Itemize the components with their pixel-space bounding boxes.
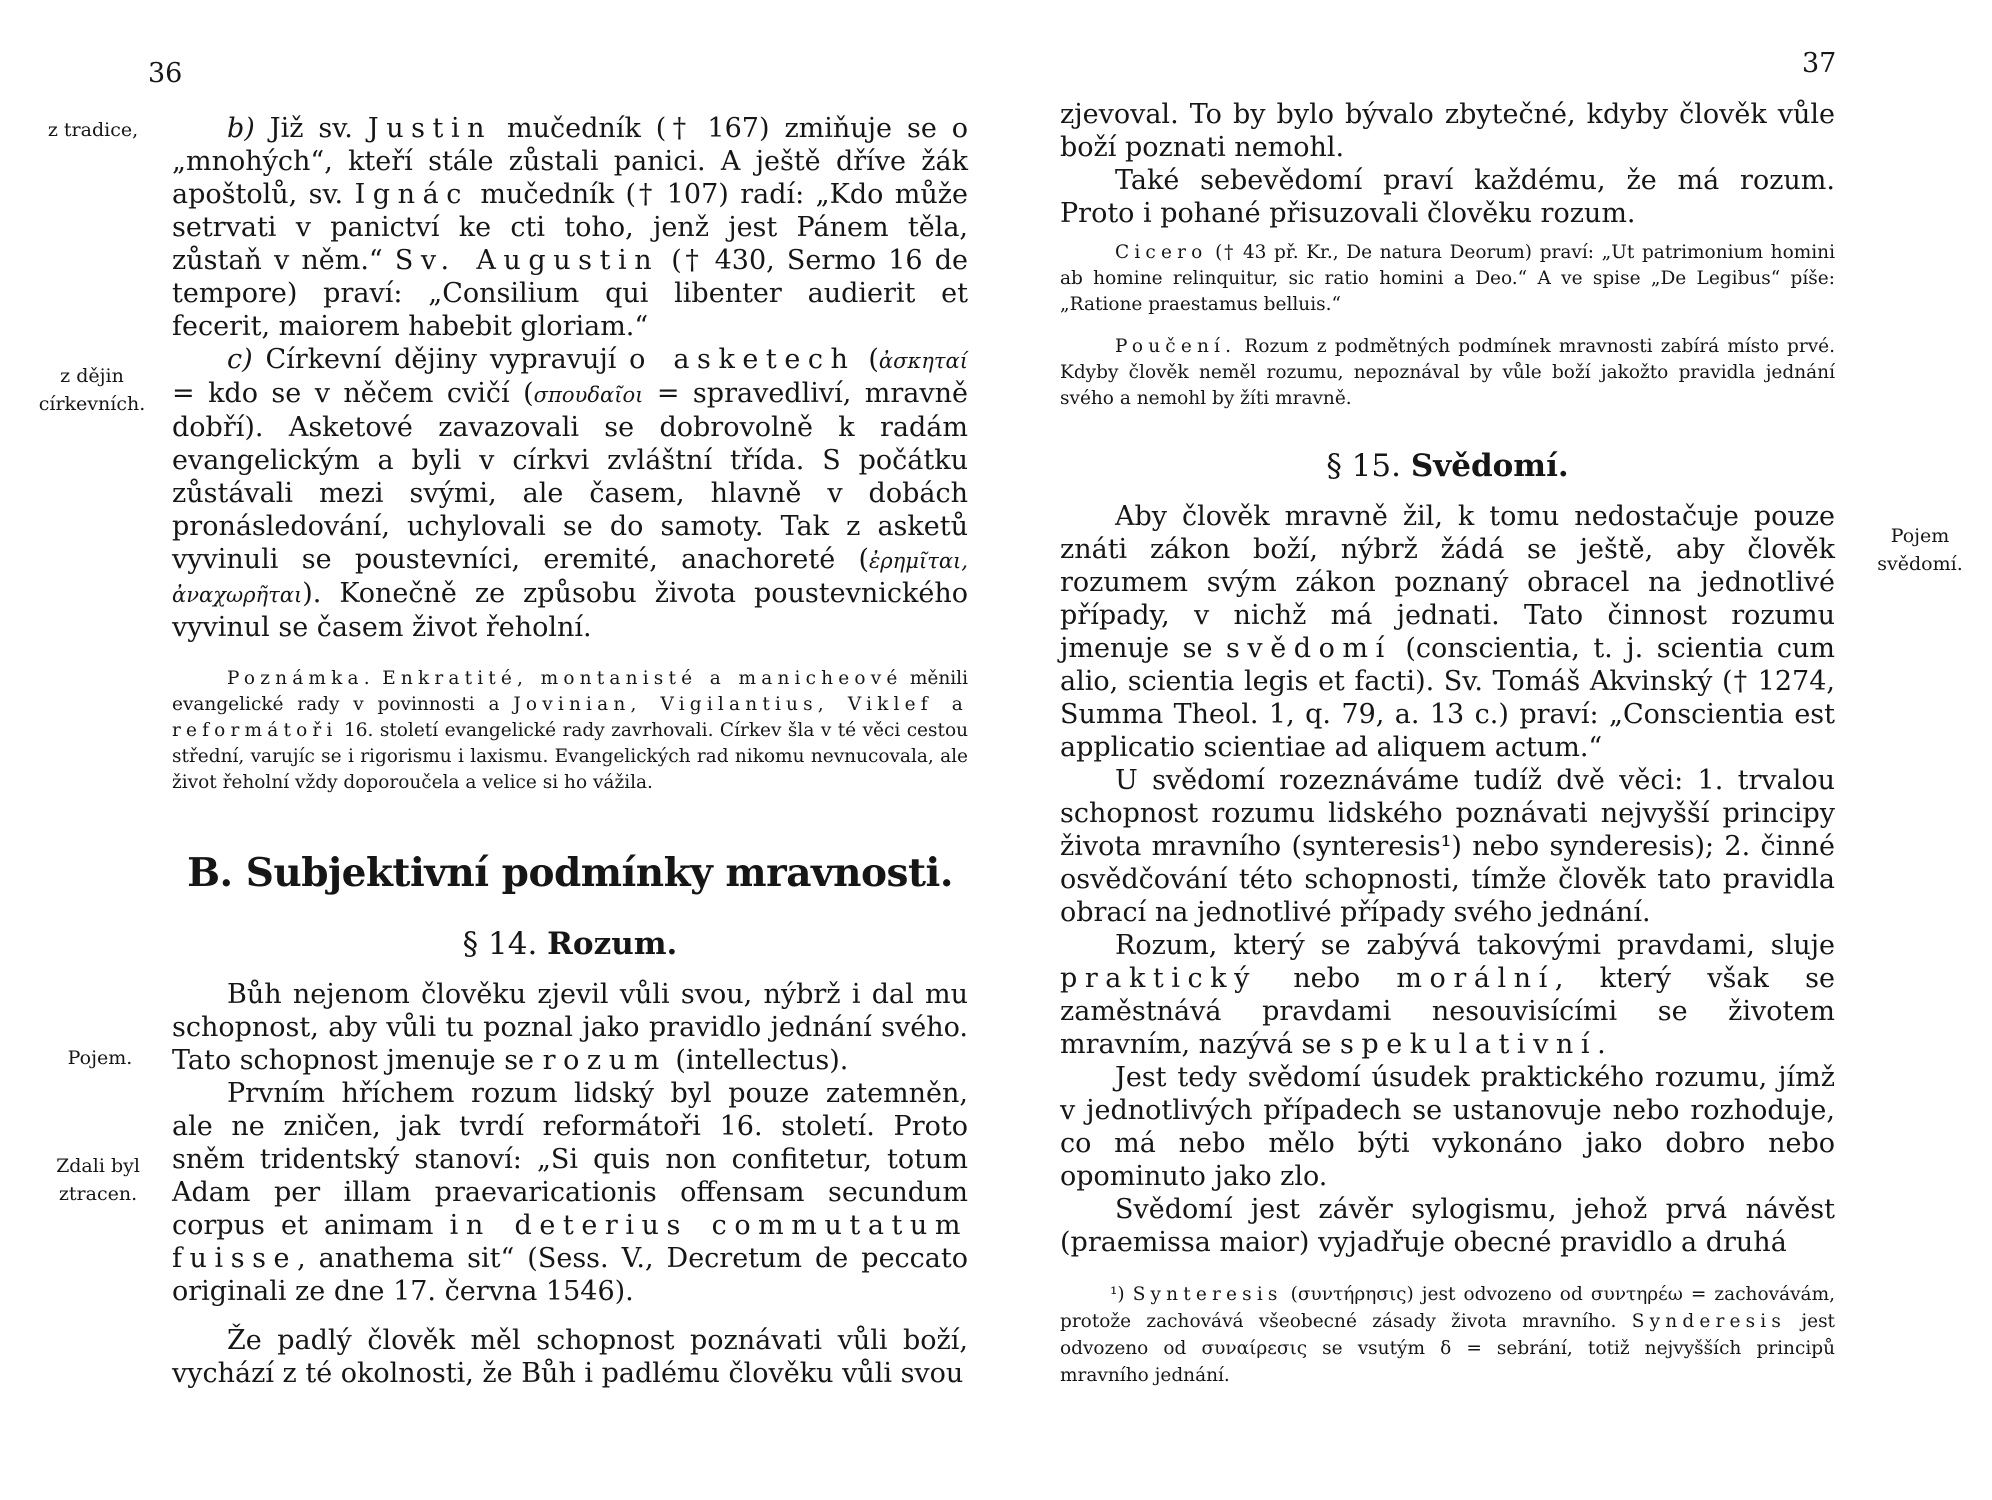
paragraph-continued: zjevoval. To by bylo bývalo zbytečné, kdyby člověk vůle boží poznati nemohl. [1060,99,1835,163]
right-page [1000,0,1992,1500]
margin-note-zdali: Zdali byl ztracen. [56,1155,140,1205]
margin-note-pojem-svedomi: Pojem svědomí. [1877,525,1963,575]
paragraph-svedomi-4: Jest tedy svědomí úsudek praktického rozumu, jímž v jednotlivých případech se ustanovuje nebo rozhoduje, co má nebo mělo býti vykonáno jako dobro nebo opominuto jako zlo. [1060,1062,1835,1192]
left-text-column [172,112,968,1390]
paragraph-rozum-3: Že padlý člověk měl schopnost poznávati vůli boží, vychází z té okolnosti, že Bůh i padlému člověku vůli svou [172,1325,968,1389]
right-text-column [1060,98,1835,1389]
paragraph-svedomi-1: Aby člověk mravně žil, k tomu nedostačuje pouze znáti zákon boží, nýbrž žádá se ještě, aby člověk rozumem svým zákon poznaný obracel na jednotlivé případy, v nichž má jednati. Tato činnost rozumu jmenuje se svědomí (conscientia, t. j. scientia cum alio, scientia legis et facti). Sv. Tomáš Akvinský († 1274, Summa Theol. 1, q. 79, a. 13 c.) praví: „Conscientia est applicatio scientiae ad aliquem actum.“ [1060,501,1835,763]
paragraph-rozum-2: Prvním hříchem rozum lidský byl pouze zatemněn, ale ne zničen, jak tvrdí reformátoři 16. století. Proto sněm tridentský stanoví: „Si quis non confitetur, totum Adam per illam praevaricationis offensam secundum corpus et animam in deterius commutatum fuisse, anathema sit“ (Sess. V., Decretum de peccato originali ze dne 17. června 1546). [172,1078,969,1307]
paragraph-svedomi-2: U svědomí rozeznáváme tudíž dvě věci: 1. trvalou schopnost rozumu lidského poznávati nejvyšší principy života mravního (synteresis¹) nebo synderesis); 2. činné osvědčování této schopnosti, tímže člověk tato pravidla obrací na jednotlivé případy svého jednání. [1060,765,1835,928]
section-heading-14: § 14. Rozum. [462,926,678,962]
margin-note-pojem: Pojem. [67,1047,133,1069]
part-heading: B. Subjektivní podmínky mravnosti. [187,850,953,896]
paragraph-sebevedomi: Také sebevědomí praví každému, že má rozum. Proto i pohané přisuzovali člověku rozum. [1060,165,1835,229]
left-page [0,0,990,1500]
section-heading-15: § 15. Svědomí. [1326,448,1569,484]
margin-note-dejin: z dějin církevních. [38,365,146,415]
page-number-right: 37 [1802,48,1837,79]
paragraph-c: c) Církevní dějiny vypravují o asketech (ἀσκηταί = kdo se v něčem cvičí (σπουδαῖοι = spravedliví, mravně dobří). Asketové zavazovali se dobrovolně k radám evangelickým a byli v církvi zvláštní třída. S počátku zůstávali mezi svými, ale časem, hlavně v dobách pronásledování, uchylovali se do samoty. Tak z asketů vyvinuli se poustevníci, eremité, anachoreté (ἐρημῖται, ἀναχωρῆται). Konečně ze způsobu života poustevnického vyvinul se časem život řeholní. [172,344,968,643]
footnote: ¹) Synteresis (συντήρησις) jest odvozeno od συντηρέω = zachovávám, protože zachovává všeobecné zásady života mravního. Synderesis jest odvozeno od συναίρεσις se vsutým δ = sebrání, totiž nejvyšších principů mravního jednání. [1060,1284,1835,1386]
page-number-left: 36 [148,58,183,89]
paragraph-svedomi-5: Svědomí jest závěr sylogismu, jehož prvá návěst (praemissa maior) vyjadřuje obecné pravidlo a druhá [1060,1194,1835,1258]
paragraph-rozum-1: Bůh nejenom člověku zjevil vůli svou, nýbrž i dal mu schopnost, aby vůli tu poznal jako pravidlo jednání svého. Tato schopnost jmenuje se rozum (intellectus). [172,979,968,1076]
pouceni-paragraph: Poučení. Rozum z podmětných podmínek mravnosti zabírá místo prvé. Kdyby člověk neměl rozumu, nepoznával by vůle boží jakožto pravidla jednání svého a nemohl by žíti mravně. [1060,336,1835,409]
cicero-paragraph: Cicero († 43 př. Kr., De natura Deorum) praví: „Ut patrimonium homini ab homine relinquitur, sic ratio homini a Deo.“ A ve spise „De Legibus“ píše: „Ratione praestamus belluis.“ [1060,242,1835,315]
paragraph-b: b) Již sv. Justin mučedník († 167) zmiňuje se o „mnohých“, kteří stále zůstali panici. A ještě dříve žák apoštolů, sv. Ignác mučedník († 107) radí: „Kdo může setrvati v panictví ke cti toho, jenž jest Pánem těla, zůstaň v něm.“ Sv. Augustin († 430, Sermo 16 de tempore) praví: „Consilium qui libenter audierit et fecerit, maiorem habebit gloriam.“ [172,113,969,342]
margin-note-tradice: z tradice, [47,119,139,141]
note-paragraph: Poznámka. Enkratité, montanisté a manicheové měnili evangelické rady v povinnosti a Jovinian, Vigilantius, Viklef a reformátoři 16. století evangelické rady zavrhovali. Církev šla v té věci cestou střední, varujíc se i rigorismu i laxismu. Evangelických rad nikomu nevnucovala, ale život řeholní vždy doporoučela a velice si ho vážila. [172,668,969,793]
paragraph-svedomi-3: Rozum, který se zabývá takovými pravdami, sluje praktický nebo morální, který však se zaměstnává pravdami nesouvisícími se životem mravním, nazývá se spekulativní. [1060,930,1835,1060]
